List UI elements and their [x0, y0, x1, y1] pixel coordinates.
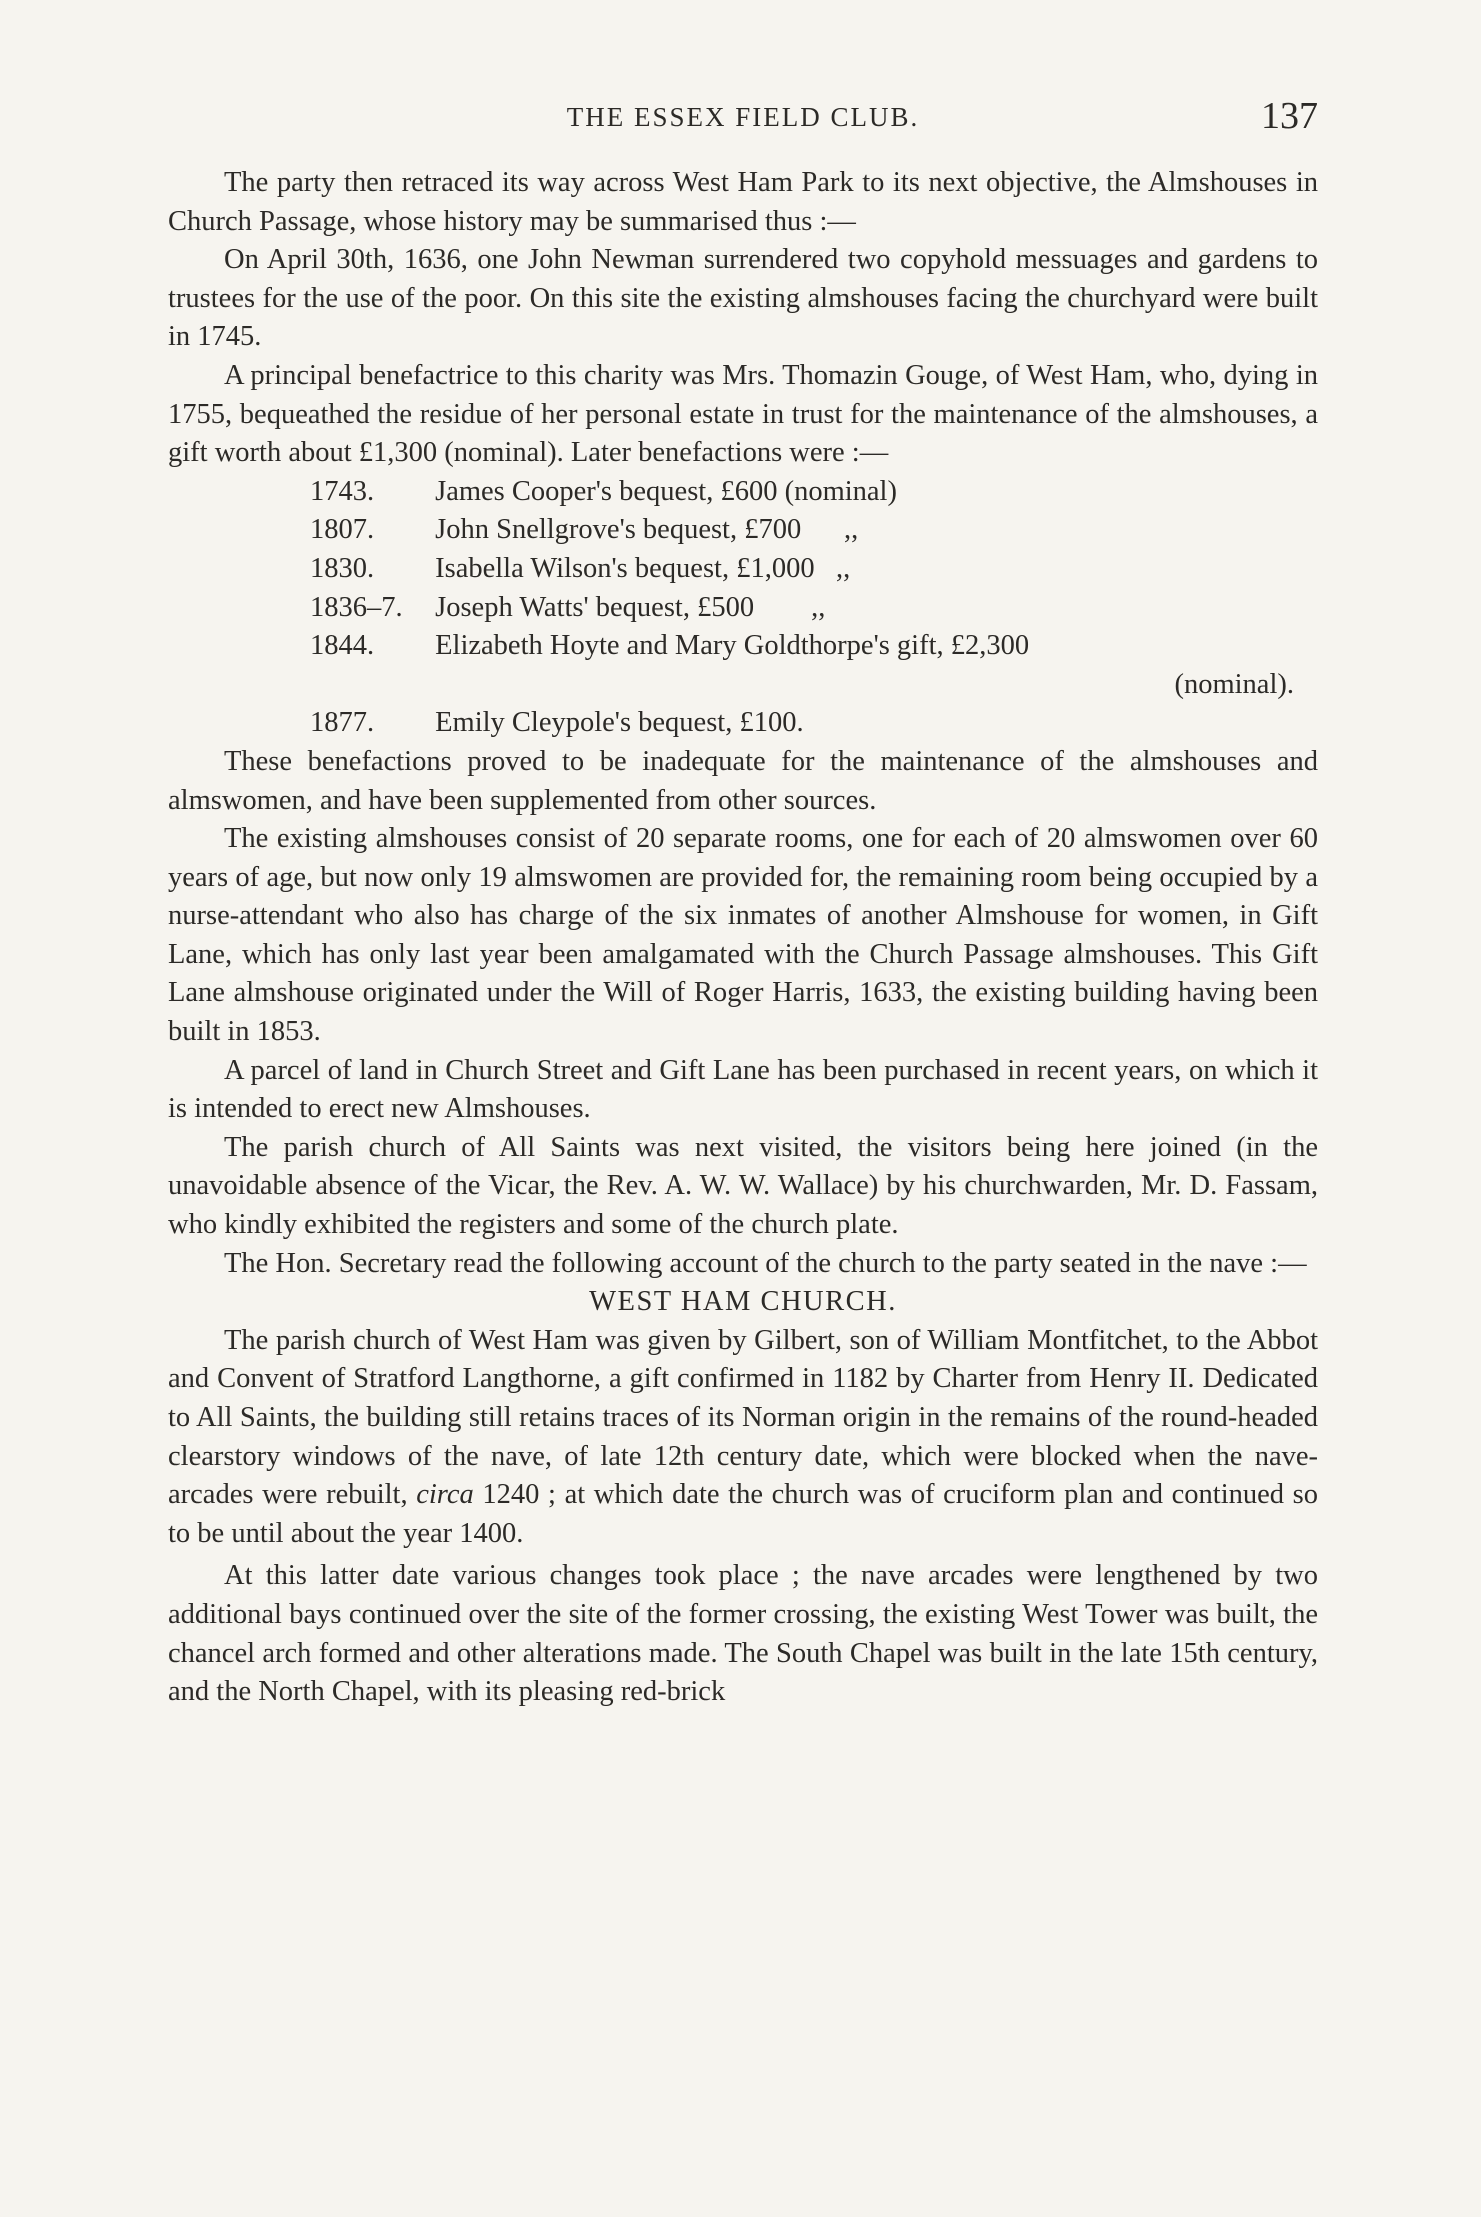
benefaction-text: Isabella Wilson's bequest, £1,000 ,, — [435, 552, 851, 584]
paragraph-thomazin-gouge: A principal benefactrice to this charity was Mrs. Thomazin Gouge, of West Ham, who, dying in 1755, bequeathed the residue of her personal estate in trust for the maintenance of the almshouses, a gift worth about £1,300 (nominal). Later benefactions were :— — [168, 359, 1318, 469]
benefaction-text: Emily Cleypole's bequest, £100. — [435, 707, 804, 739]
benefaction-entry — [168, 589, 1318, 628]
paragraph-parcel-of-land: A parcel of land in Church Street and Gift Lane has been purchased in recent years, on which it is intended to erect new Almshouses. — [168, 1054, 1318, 1125]
benefaction-year: 1844. — [310, 630, 375, 662]
paragraph-church-history — [168, 1322, 1318, 1554]
benefaction-text: Joseph Watts' bequest, £500 ,, — [435, 591, 826, 623]
benefactions-list — [168, 473, 1318, 743]
benefaction-entry — [168, 627, 1318, 666]
benefaction-entry — [168, 704, 1318, 743]
paragraph-inadequate: These benefactions proved to be inadequate for the maintenance of the almshouses and almswomen, and have been supplemented from other sources. — [168, 745, 1318, 816]
church-history-text: The parish church of West Ham was given by Gilbert, son of William Montfitchet, to the Abbot and Convent of Stratford Langthorne, a gift confirmed in 1182 by Charter from Henry II. Dedicated to All Saints, the building still retains traces of its Norman origin in the remains of the round-headed clearstory windows of the nave, of late 12th century date, which were blocked when the nave-arcades were rebuilt, — [168, 1324, 1318, 1511]
church-history-text-end: 1240 ; at which date the church was of cruciform plan and continued so to be until about the year 1400. — [168, 1479, 1318, 1549]
benefaction-year: 1877. — [310, 707, 375, 739]
benefaction-entry — [168, 511, 1318, 550]
paragraph-all-saints-visit: The parish church of All Saints was next visited, the visitors being here joined (in the unavoidable absence of the Vicar, the Rev. A. W. W. Wallace) by his churchwarden, Mr. D. Fassam, who kindly exhibited the registers and some of the church plate. — [168, 1131, 1318, 1241]
benefaction-year: 1743. — [310, 475, 375, 507]
benefaction-text: James Cooper's bequest, £600 (nominal) — [435, 475, 897, 507]
body-text — [168, 164, 1318, 1712]
paragraph-existing-almshouses: The existing almshouses consist of 20 separate rooms, one for each of 20 almswomen over 60 years of age, but now only 19 almswomen are provided for, the remaining room being occupied by a nurse-attendant who also has charge of the six inmates of another Almshouse for women, in Gift Lane, which has only last year been amalgamated with the Church Passage almshouses. This Gift Lane almshouse originated under the Will of Roger Harris, 1633, the existing building having been built in 1853. — [168, 823, 1318, 1048]
benefaction-text: John Snellgrove's bequest, £700 ,, — [435, 514, 859, 546]
paragraph-john-newman: On April 30th, 1636, one John Newman surrendered two copyhold messuages and gardens to trustees for the use of the poor. On this site the existing almshouses facing the churchyard were built in 1745. — [168, 244, 1318, 353]
benefaction-year: 1836–7. — [310, 591, 403, 623]
benefaction-year: 1807. — [310, 514, 375, 546]
running-head — [168, 92, 1318, 142]
running-title: THE ESSEX FIELD CLUB. — [566, 102, 920, 132]
page-number: 137 — [1261, 95, 1318, 137]
circa-italic: circa — [416, 1479, 474, 1511]
benefaction-entry — [168, 473, 1318, 512]
paragraph-hon-secretary: The Hon. Secretary read the following account of the church to the party seated in the nave :— — [224, 1247, 1307, 1279]
benefaction-continuation: (nominal). — [1174, 668, 1294, 700]
benefaction-text: Elizabeth Hoyte and Mary Goldthorpe's gift, £2,300 — [435, 630, 1030, 662]
benefaction-entry — [168, 550, 1318, 589]
benefaction-year: 1830. — [310, 552, 375, 584]
section-heading: WEST HAM CHURCH. — [589, 1286, 897, 1318]
paragraph-later-changes: At this latter date various changes took place ; the nave arcades were lengthened by two additional bays continued over the site of the former crossing, the existing West Tower was built, the chancel arch formed and other alterations made. The South Chapel was built in the late 15th century, and the North Chapel, with its pleasing red-brick — [168, 1560, 1318, 1708]
paragraph-almshouses-intro: The party then retraced its way across West Ham Park to its next objective, the Almshouses in Church Passage, whose history may be summarised thus :— — [168, 167, 1318, 237]
